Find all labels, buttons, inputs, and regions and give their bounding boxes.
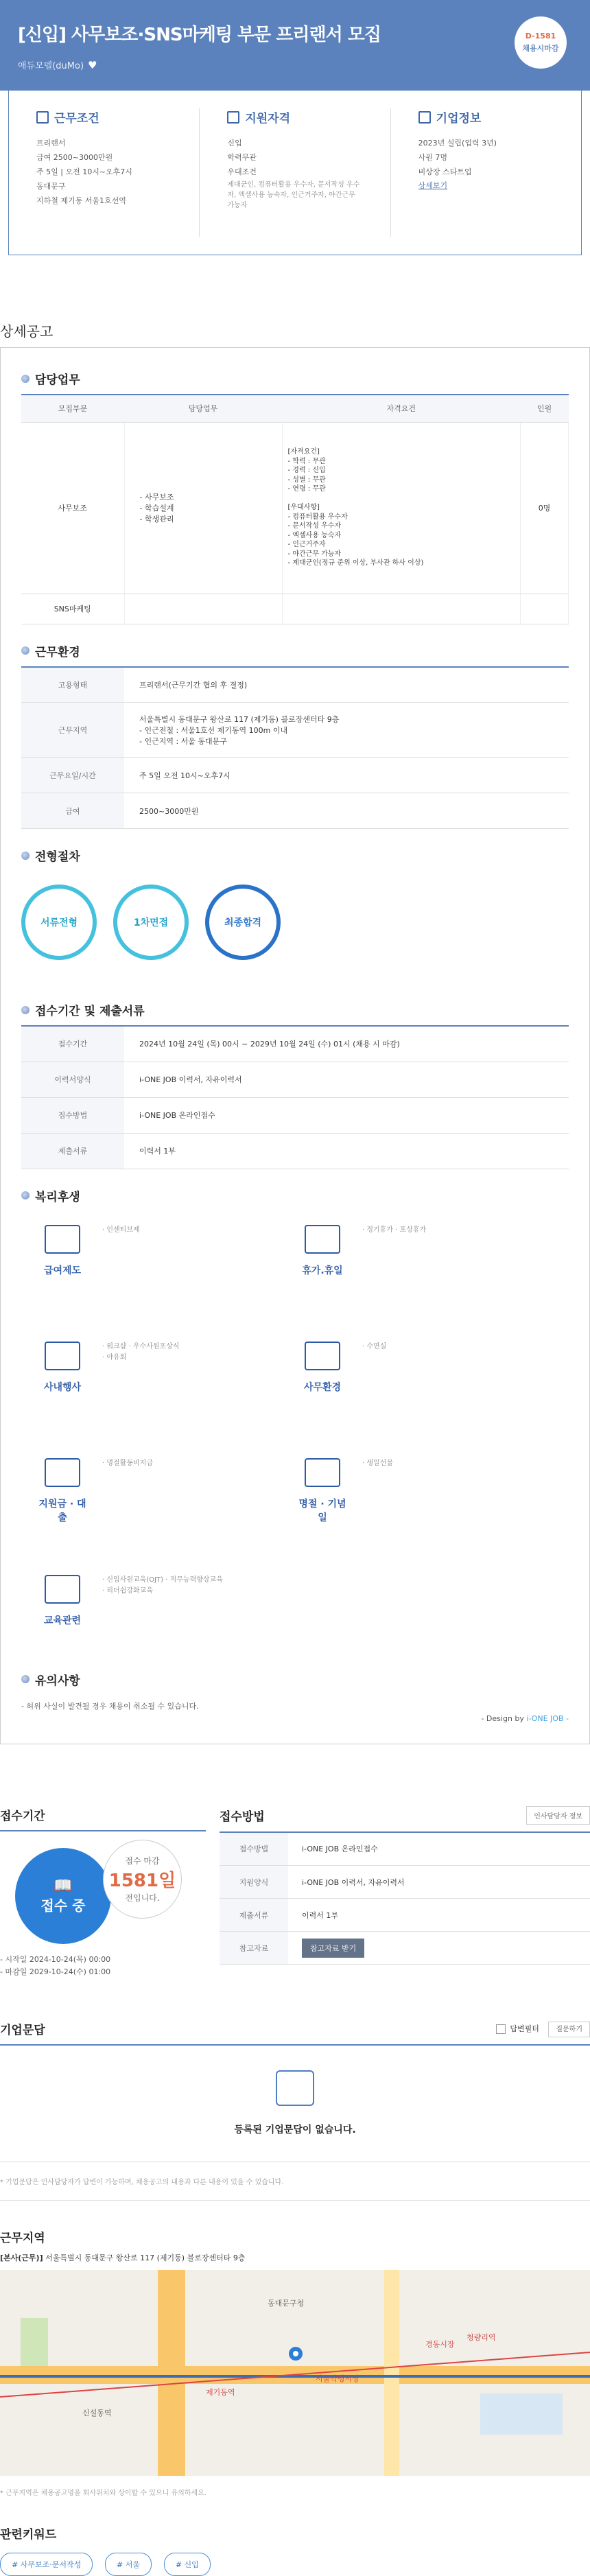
cell-num — [521, 594, 569, 624]
book-icon — [45, 1575, 80, 1604]
benefit-tags: · 생일선물 — [362, 1459, 393, 1467]
qa-title: 기업문답 — [0, 2023, 45, 2037]
benefit-label: 사내행사 — [43, 1381, 82, 1393]
dday-count: D-1581 — [525, 32, 556, 40]
summary-qual — [200, 108, 390, 237]
deadline-label: 접수 마감 — [125, 1855, 160, 1866]
period-dates — [0, 1954, 206, 1979]
calendar-icon — [305, 1225, 340, 1254]
microphone-icon — [45, 1342, 80, 1370]
summary-work — [9, 108, 200, 237]
dday-badge — [515, 16, 567, 69]
row-key: 근무지역 — [21, 703, 124, 758]
caution-text: - 허위 사실이 발견될 경우 채용이 취소될 수 있습니다. — [21, 1701, 199, 1711]
dday-sub: 채용시마감 — [522, 44, 559, 53]
benefit-label: 명절 · 기념일 — [298, 1498, 346, 1523]
col-header: 담당업무 — [124, 395, 282, 422]
corp-detail-link[interactable]: 상세보기 — [418, 180, 448, 190]
table-row — [21, 758, 569, 793]
keyword-tag[interactable]: # 신입 — [164, 2553, 211, 2576]
benefit-item — [35, 1342, 295, 1417]
status-circle — [15, 1848, 111, 1944]
row-value: 서울특별시 동대문구 왕산로 117 (제기동) 블로장센터타 9층 - 인근전철 : 서울1호선 제기동역 100m 이내 - 인근지역 : 서울 동대문구 — [124, 703, 569, 758]
company-row — [18, 58, 572, 71]
job-title: [신입] 사무보조·SNS마케팅 부문 프리랜서 모집 — [18, 25, 381, 45]
bullet-icon — [21, 852, 30, 860]
cell-req: [자격요건] - 학력 : 무관 - 경력 : 신입 - 성별 : 무관 - 연령 : 무관 [우대사항] - 컴퓨터활용 우수자 - 문서작성 우수자 - 엑셀사용 능숙자 - 인근거주자 - 야간근무 가능자 - 제대군인(정규 준위 이상, 부사관 하사 이상) — [282, 422, 521, 594]
row-value: i-ONE JOB 이력서, 자유이력서 — [288, 1866, 590, 1899]
benefit-title: 복리후생 — [35, 1190, 80, 1204]
step-circle: 서류전형 — [21, 885, 97, 960]
col-header: 모집부문 — [21, 395, 124, 422]
deadline-sub: 전입니다. — [125, 1893, 160, 1903]
col-header: 인원 — [521, 395, 569, 422]
row-value: 2500~3000만원 — [124, 793, 569, 829]
map-label: 서울약령시장 — [316, 2374, 359, 2383]
deadline-circle — [103, 1840, 182, 1919]
benefit-item — [35, 1575, 295, 1650]
apply-area — [0, 1806, 590, 1979]
row-key: 참고자료 — [220, 1932, 288, 1965]
corp-item: 사원 7명 — [418, 152, 448, 162]
benefit-tags: · 정기휴가 · 포상휴가 — [362, 1226, 427, 1234]
summary-work-title: 근무조건 — [54, 112, 99, 126]
keyword-tag[interactable]: # 사무보조·문서작성 — [0, 2553, 93, 2576]
address-label: [본사(근무)] — [0, 2253, 43, 2262]
benefit-label: 교육관련 — [43, 1615, 82, 1626]
cell-num: 0명 — [521, 422, 569, 594]
bullet-icon — [21, 1191, 30, 1199]
end-date: - 마감일 2029-10-24(수) 01:00 — [0, 1967, 111, 1977]
building-icon — [36, 111, 49, 124]
row-key: 급여 — [21, 793, 124, 829]
gift-icon — [305, 1458, 340, 1487]
benefit-label: 급여제도 — [43, 1265, 82, 1276]
receipt-table — [21, 1025, 569, 1169]
heart-icon[interactable]: ♥ — [88, 58, 97, 71]
period-box — [0, 1806, 206, 1979]
table-row — [21, 422, 569, 594]
row-key: 접수방법 — [21, 1097, 124, 1133]
cell-part: SNS마케팅 — [21, 594, 124, 624]
answer-filter-checkbox[interactable] — [496, 2024, 506, 2034]
duty-table — [21, 394, 569, 624]
table-row — [220, 1866, 590, 1899]
cell-task: - 사무보조 - 학습설계 - 학생관리 — [124, 422, 282, 594]
company-name[interactable]: 애듀모델(duMo) — [18, 61, 84, 71]
benefit-label: 사무환경 — [303, 1381, 342, 1393]
row-key: 지원양식 — [220, 1866, 288, 1899]
work-item: 급여 2500~3000만원 — [36, 152, 113, 162]
row-value: 이력서 1부 — [124, 1133, 569, 1169]
job-header — [0, 0, 590, 91]
envelope-icon — [276, 2070, 314, 2106]
qa-section — [0, 2020, 590, 2201]
row-value: 프리랜서(근무기간 협의 후 결정) — [124, 667, 569, 703]
benefit-section — [21, 1187, 569, 1664]
benefit-label: 지원금 · 대출 — [38, 1498, 86, 1523]
hr-info-button[interactable]: 인사담당자 정보 — [526, 1806, 590, 1825]
row-key: 제출서류 — [21, 1133, 124, 1169]
method-title: 접수방법 — [220, 1810, 265, 1824]
design-suffix: - — [563, 1713, 569, 1723]
benefit-item — [35, 1458, 295, 1534]
map-label: 경동시장 — [425, 2339, 455, 2349]
keywords-title: 관련키워드 — [0, 2527, 57, 2542]
bullet-icon — [21, 1006, 30, 1014]
step-circle: 1차면접 — [113, 885, 189, 960]
process-title: 전형절차 — [35, 850, 80, 864]
table-row — [21, 1026, 569, 1062]
ask-button[interactable]: 질문하기 — [548, 2022, 590, 2037]
detail-body — [0, 348, 590, 1744]
period-title: 접수기간 — [0, 1806, 206, 1831]
work-item: 지하철 제기동 서울1호선역 — [36, 196, 126, 205]
period-circles — [0, 1840, 206, 1949]
reference-download-button[interactable]: 참고자료 받기 — [302, 1939, 364, 1958]
process-section — [21, 847, 569, 981]
qa-header — [0, 2020, 590, 2046]
summary-corp — [391, 108, 581, 237]
bullet-icon — [21, 375, 30, 383]
row-value: i-ONE JOB 이력서, 자유이력서 — [124, 1062, 569, 1097]
cell-part: 사무보조 — [21, 422, 124, 594]
row-key: 접수기간 — [21, 1026, 124, 1062]
benefit-item — [295, 1458, 555, 1534]
deadline-days: 1581일 — [108, 1870, 176, 1891]
table-row — [21, 594, 569, 624]
summary-qual-title: 지원자격 — [245, 112, 291, 126]
env-section — [21, 642, 569, 830]
monitor-icon — [305, 1342, 340, 1370]
row-key: 제출서류 — [220, 1899, 288, 1932]
work-item: 동대문구 — [36, 181, 66, 191]
row-value: 이력서 1부 — [288, 1899, 590, 1932]
row-key: 이력서양식 — [21, 1062, 124, 1097]
money-icon — [45, 1225, 80, 1254]
table-row — [21, 1097, 569, 1133]
benefit-tags: · 인센티브제 — [102, 1226, 140, 1234]
duty-section — [21, 370, 569, 624]
summary-corp-title: 기업정보 — [436, 112, 482, 126]
address-text: 서울특별시 동대문구 왕산로 117 (제기동) 블로장센터타 9층 — [45, 2253, 246, 2262]
benefit-tags: · 워크샵 · 우수사원포상식 · 야유회 — [102, 1342, 180, 1361]
status-text: 접수 중 — [40, 1897, 86, 1914]
method-table — [220, 1833, 590, 1965]
design-brand: i-ONE JOB — [526, 1713, 564, 1723]
qual-pref: 제대군인, 컴퓨터활용 우수자, 문서작성 우수자, 엑셀사용 능숙자, 인근거주자, 야간근무 가능자 — [227, 180, 360, 209]
step-circle: 최종합격 — [205, 885, 281, 960]
corp-item: 비상장 스타트업 — [418, 167, 472, 176]
cell-task — [124, 594, 282, 624]
row-value: i-ONE JOB 온라인접수 — [288, 1833, 590, 1866]
qa-note: * 기업문답은 인사담당자가 답변이 가능하며, 채용공고의 내용과 다른 내용이 있을 수 있습니다. — [0, 2162, 590, 2201]
row-value: 주 5일 오전 10시~오후7시 — [124, 758, 569, 793]
map-view[interactable] — [0, 2270, 590, 2476]
qa-empty-text: 등록된 기업문답이 없습니다. — [234, 2124, 356, 2136]
map-label: 동대문구청 — [268, 2298, 305, 2308]
qual-item: 학력무관 — [227, 152, 257, 162]
work-item: 주 5일 | 오전 10시~오후7시 — [36, 167, 132, 176]
location-note: * 근무지역은 채용공고명을 회사위치와 상이할 수 있으니 유의하세요. — [0, 2489, 206, 2497]
keywords-section — [0, 2525, 590, 2576]
table-row — [21, 793, 569, 829]
benefit-item — [295, 1225, 555, 1300]
qual-item: 우대조건 — [227, 167, 257, 176]
table-row — [220, 1833, 590, 1866]
qa-empty — [0, 2046, 590, 2162]
caution-title: 유의사항 — [35, 1674, 80, 1688]
person-icon — [227, 111, 239, 124]
table-row — [220, 1932, 590, 1965]
qual-item: 신입 — [227, 139, 242, 148]
row-key: 고용형태 — [21, 667, 124, 703]
corp-item: 2023년 설립(업력 3년) — [418, 139, 497, 148]
benefit-tags: · 수면실 — [362, 1342, 387, 1350]
table-row — [21, 1133, 569, 1169]
location-section — [0, 2228, 590, 2497]
hand-coin-icon — [45, 1458, 80, 1487]
answer-filter-label: 답변필터 — [510, 2024, 539, 2034]
map-label: 신설동역 — [82, 2408, 112, 2417]
col-header: 자격요건 — [282, 395, 521, 422]
table-row — [21, 667, 569, 703]
location-title: 근무지역 — [0, 2231, 45, 2245]
benefit-item — [295, 1342, 555, 1417]
env-title: 근무환경 — [35, 645, 80, 659]
design-credit — [21, 1714, 569, 1723]
duty-title: 담당업무 — [35, 373, 80, 387]
row-value: 2024년 10월 24일 (목) 00시 ~ 2029년 10월 24일 (수) 01시 (채용 시 마감) — [124, 1026, 569, 1062]
row-value: i-ONE JOB 온라인접수 — [124, 1097, 569, 1133]
process-steps — [21, 871, 569, 981]
bullet-icon — [21, 646, 30, 655]
receipt-section — [21, 1001, 569, 1169]
design-prefix: - Design by — [481, 1713, 527, 1723]
detail-title: 상세공고 — [0, 320, 590, 348]
benefit-tags: · 신입사원교육(OJT) · 직무능력향상교육 · 리더쉽강화교육 — [102, 1576, 223, 1595]
bullet-icon — [21, 1675, 30, 1683]
benefit-item — [35, 1225, 295, 1300]
env-table — [21, 666, 569, 830]
benefit-tags: · 명절활동비지급 — [102, 1459, 153, 1467]
table-row — [220, 1899, 590, 1932]
book-icon: 📖 — [54, 1877, 73, 1895]
receipt-title: 접수기간 및 제출서류 — [35, 1005, 145, 1018]
row-key: 근무요일/시간 — [21, 758, 124, 793]
caution-section — [21, 1671, 569, 1723]
summary-box — [8, 91, 582, 255]
row-key: 접수방법 — [220, 1833, 288, 1866]
map-label: 제기동역 — [206, 2387, 235, 2397]
table-row — [21, 1062, 569, 1097]
benefit-label: 휴가.휴일 — [302, 1265, 343, 1276]
method-box — [220, 1806, 590, 1979]
map-label: 청량리역 — [467, 2332, 496, 2342]
cell-req — [282, 594, 521, 624]
table-row — [21, 703, 569, 758]
work-item: 프리랜서 — [36, 139, 66, 148]
location-address — [0, 2252, 590, 2263]
start-date: - 시작일 2024-10-24(목) 00:00 — [0, 1954, 111, 1964]
benefit-grid — [21, 1211, 569, 1664]
keyword-tag[interactable]: # 서울 — [105, 2553, 152, 2576]
company-icon — [418, 111, 431, 124]
method-header — [220, 1806, 590, 1833]
